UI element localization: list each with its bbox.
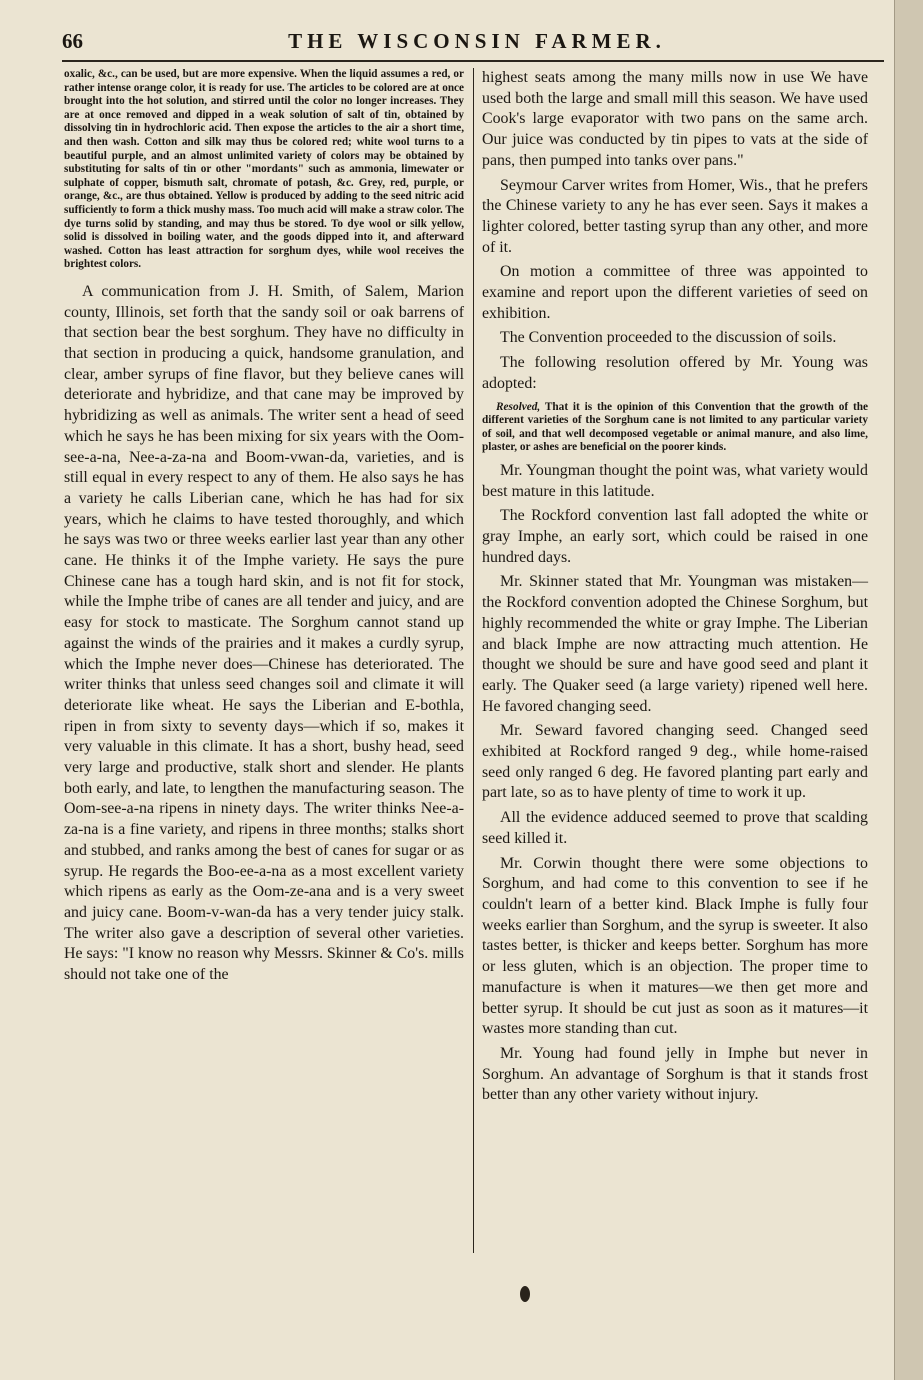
- dye-note-paragraph: oxalic, &c., can be used, but are more expensive. When the liquid assumes a red, or rather intense orange color, it is ready for use. The articles to be colored are at once brought into the hot solution, and stirred until the color no longer increases. They are at once removed and dipped in a weak solution of salt of tin, obtained by dissolving tin in hydrochloric acid. Then expose the articles to the air a short time, and then wash. Cotton and silk may thus be colored red; white wool turns to a beautiful purple, and an almost unlimited variety of colors may be obtained by substituting for salts of tin or other "mordants" such as ammonia, limewater or sulphate of copper, bismuth salt, chromate of potash, &c. Grey, red, purple, or orange, &c., are thus obtained. Yellow is produced by adding to the seed nitric acid sufficiently to form a thick mushy mass. Too much acid will make a straw color. The dye turns solid by standing, and may thus be stored. To dye wool or silk yellow, solid is dissolved in boiling water, and the goods dipped into it, and afterward washed. Cotton has least attraction for sorghum dyes, while wool receives the brightest colors.: [64, 68, 464, 271]
- committee-paragraph: On motion a committee of three was appointed to examine and report upon the different varieties of seed on exhibition.: [482, 263, 868, 322]
- resolution-paragraph: [482, 401, 868, 455]
- ink-blot: [520, 1286, 530, 1302]
- continuation-paragraph: highest seats among the many mills now in use We have used both the large and small mill this season. We have used Cook's large evaporator with two pans on the same arch. Our juice was conducted by tin pipes to vats at the side of pans, then pumped into tanks over pans.": [482, 69, 868, 169]
- column-rule: [473, 68, 474, 1253]
- header-rule: [62, 60, 884, 62]
- rockford-paragraph: The Rockford convention last fall adopted the white or gray Imphe, an early sort, which could be raised in one hundred days.: [482, 507, 868, 566]
- evidence-paragraph: All the evidence adduced seemed to prove that scalding seed killed it.: [482, 809, 868, 847]
- soils-paragraph: The Convention proceeded to the discussion of soils.: [500, 329, 837, 347]
- corwin-paragraph: Mr. Corwin thought there were some objections to Sorghum, and had come to this convention to see if he couldn't learn of a better kind. Black Imphe is fully four weeks earlier than Sorghum, and the syrup is sweeter. It also tastes better, is thicker and keeps better. Sorghum has more or less gluten, which is an objection. The proper time to manufacture is when it matures—we then get more and better syrup. It should be cut just as soon as it matures—it wastes more standing than cut.: [482, 854, 868, 1038]
- youngman-paragraph: Mr. Youngman thought the point was, what variety would best mature in this latitude.: [482, 461, 868, 500]
- page-number: 66: [62, 28, 83, 53]
- carver-paragraph: Seymour Carver writes from Homer, Wis., that he prefers the Chinese variety to any he has ever seen. Says it makes a lighter colored, better tasting syrup than any other, and more of it.: [482, 176, 868, 256]
- right-column: [482, 68, 868, 1106]
- skinner-paragraph: Mr. Skinner stated that Mr. Youngman was mistaken—the Rockford convention adopted the Chinese Sorghum, but highly recommended the white or gray Imphe. The Liberian and black Imphe are now attracting much attention. He thought we should be sure and have good seed and plant it early. The Quaker seed (a large variety) ripened well here. He favored changing seed.: [482, 573, 868, 715]
- resolution-text: That it is the opinion of this Convention that the growth of the different varieties of the Sorghum cane is not limited to any particular variety of soil, and that well decomposed vegetable or animal manure, and also lime, plaster, or ashes are beneficial on the poorer kinds.: [482, 400, 869, 454]
- resolution-label: Resolved,: [496, 400, 541, 413]
- smith-communication-paragraph: A communication from J. H. Smith, of Salem, Marion county, Illinois, set forth that the sandy soil or oak barrens of that section bear the best sorghum. They have no difficulty in that section in producing a quick, handsome granulation, and clear, amber syrups of fine flavor, but they believe canes will deteriorate and hybridize, and that cane may be improved by hybridizing as well as animals. The writer sent a head of seed which he says he has been mixing for six years with the Oom-see-a-na, Nee-a-za-na and Boom-vwan-da, varieties, and is still equal in every respect to any of them. He also says he has a variety he calls Liberian cane, which he has had for six years, which he claims to have tested thoroughly, and which he says was two or three weeks earlier last year than any other cane. He thinks it of the Imphe variety. He says the pure Chinese cane has a tough hard skin, and is not fit for stock, while the Imphe tribe of canes are all tender and juicy, and are easy for stock to masticate. The Sorghum cannot stand up against the winds of the prairies and it makes a curdly syrup, which the Imphe never does—Chinese has deteriorated. The writer thinks that unless seed changes soil and climate it will deteriorate like wheat. He says the Liberian and E-bothla, ripen in from sixty to seventy days—which if so, makes it very valuable in this climate. It has a short, bushy head, seed very large and productive, stalk short and slender. He plants both early, and late, to lengthen the manufacturing season. The Oom-see-a-na ripens in ninety days. The writer thinks Nee-a-za-na is a fine variety, and ripens in three months; stalks short and stubbed, and ranks among the best of canes for sugar or as syrup. He regards the Boo-ee-a-na as a most excellent variety which ripens as early as the Oom-ze-ana and is a very sweet and juicy cane. Boom-v-wan-da has a very tender juicy stalk. The writer also gave a description of several other varieties. He says: "I know no reason why Messrs. Skinner & Co's. mills should not take one of the: [64, 282, 464, 984]
- left-column: [64, 68, 464, 986]
- young-intro-paragraph: The following resolution offered by Mr. Young was adopted:: [482, 354, 868, 392]
- seward-paragraph: Mr. Seward favored changing seed. Changed seed exhibited at Rockford ranged 9 deg., while home-raised seed only ranged 6 deg. He favored planting part early and part late, so as to have plenty of time to work it up.: [482, 722, 868, 802]
- running-title: THE WISCONSIN FARMER.: [288, 28, 666, 53]
- adjacent-page-edge: [894, 0, 923, 1380]
- young-jelly-paragraph: Mr. Young had found jelly in Imphe but never in Sorghum. An advantage of Sorghum is that it stands frost better than any other variety without injury.: [482, 1044, 868, 1104]
- page-header: [62, 24, 882, 58]
